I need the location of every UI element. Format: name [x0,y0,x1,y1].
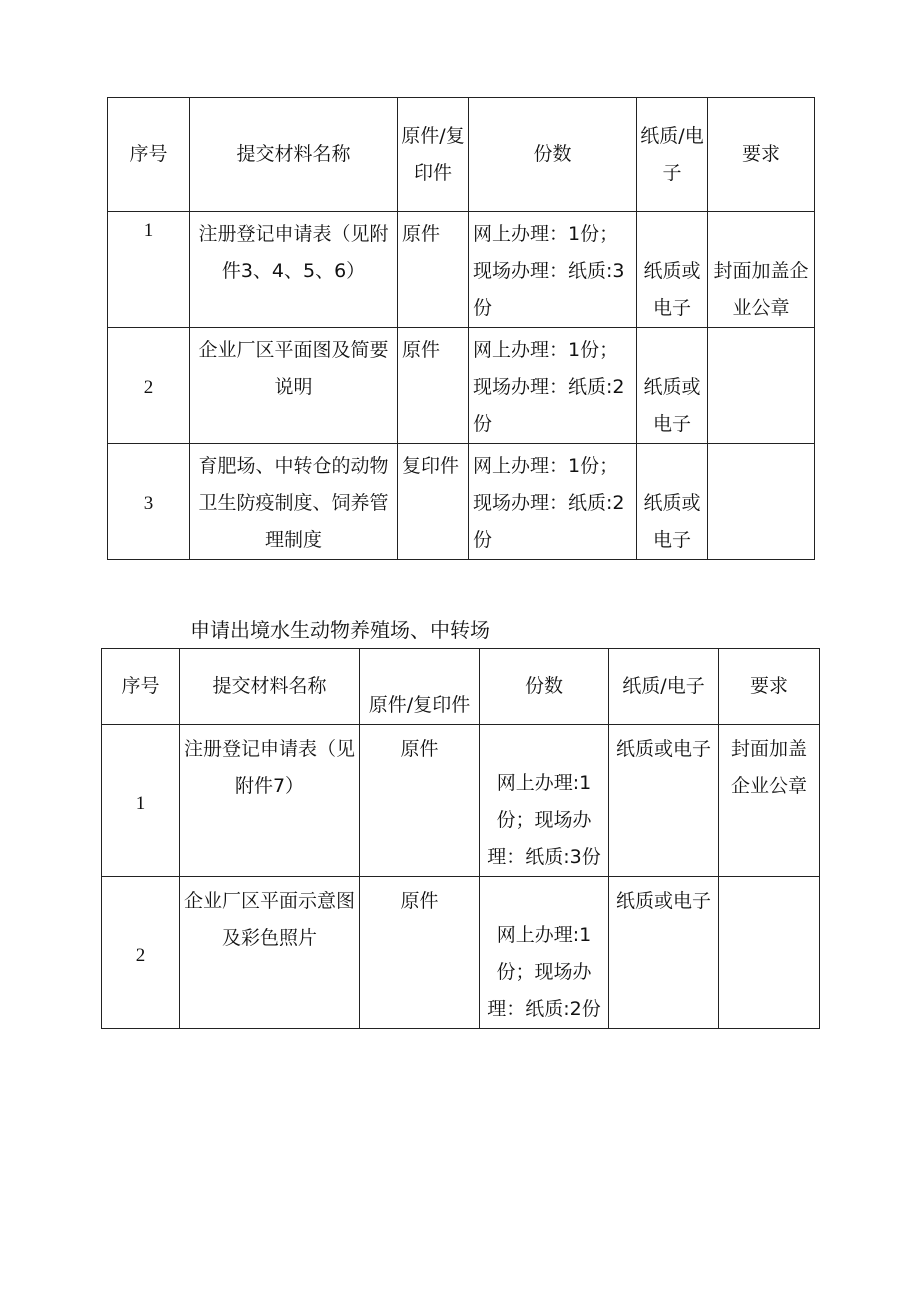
row-req [708,444,815,560]
row-format: 纸质或电子 [609,725,719,877]
row-no: 2 [108,328,190,444]
row-name: 育肥场、中转仓的动物卫生防疫制度、饲养管理制度 [190,444,398,560]
row-copies: 网上办理：1份；现场办理：纸质:3份 [469,212,637,328]
row-format: 纸质或电子 [609,877,719,1029]
row-copies: 网上办理：1份；现场办理：纸质:2份 [469,444,637,560]
header-copies: 份数 [480,649,609,725]
section-title: 申请出境水生动物养殖场、中转场 [190,618,490,642]
row-no: 2 [102,877,180,1029]
row-type: 原件 [360,725,480,877]
row-format: 纸质或电子 [637,444,708,560]
row-type: 原件 [398,328,469,444]
row-name: 注册登记申请表（见附件7） [180,725,360,877]
materials-table-2 [101,648,820,1029]
row-type: 原件 [360,877,480,1029]
row-no: 1 [102,725,180,877]
row-name: 注册登记申请表（见附件3、4、5、6） [190,212,398,328]
row-type: 复印件 [398,444,469,560]
row-req [719,877,820,1029]
table-row [108,444,815,560]
header-req: 要求 [708,98,815,212]
table-row [102,877,820,1029]
header-type: 原件/复印件 [398,98,469,212]
table-row [102,725,820,877]
header-type: 原件/复印件 [360,649,480,725]
row-no: 1 [108,212,190,328]
header-name: 提交材料名称 [180,649,360,725]
table-header-row [102,649,820,725]
row-req: 封面加盖企业公章 [708,212,815,328]
row-type: 原件 [398,212,469,328]
row-copies: 网上办理：1份；现场办理：纸质:2份 [469,328,637,444]
header-copies: 份数 [469,98,637,212]
row-format: 纸质或电子 [637,328,708,444]
row-req [708,328,815,444]
table-header-row [108,98,815,212]
materials-table-1 [107,97,815,560]
row-no: 3 [108,444,190,560]
table-row [108,328,815,444]
table-row [108,212,815,328]
row-format: 纸质或电子 [637,212,708,328]
row-name: 企业厂区平面示意图及彩色照片 [180,877,360,1029]
row-copies: 网上办理:1份；现场办理：纸质:2份 [480,877,609,1029]
header-no: 序号 [102,649,180,725]
header-req: 要求 [719,649,820,725]
row-req: 封面加盖企业公章 [719,725,820,877]
header-format: 纸质/电子 [637,98,708,212]
header-name: 提交材料名称 [190,98,398,212]
header-format: 纸质/电子 [609,649,719,725]
header-no: 序号 [108,98,190,212]
row-copies: 网上办理:1份；现场办理：纸质:3份 [480,725,609,877]
row-name: 企业厂区平面图及简要说明 [190,328,398,444]
